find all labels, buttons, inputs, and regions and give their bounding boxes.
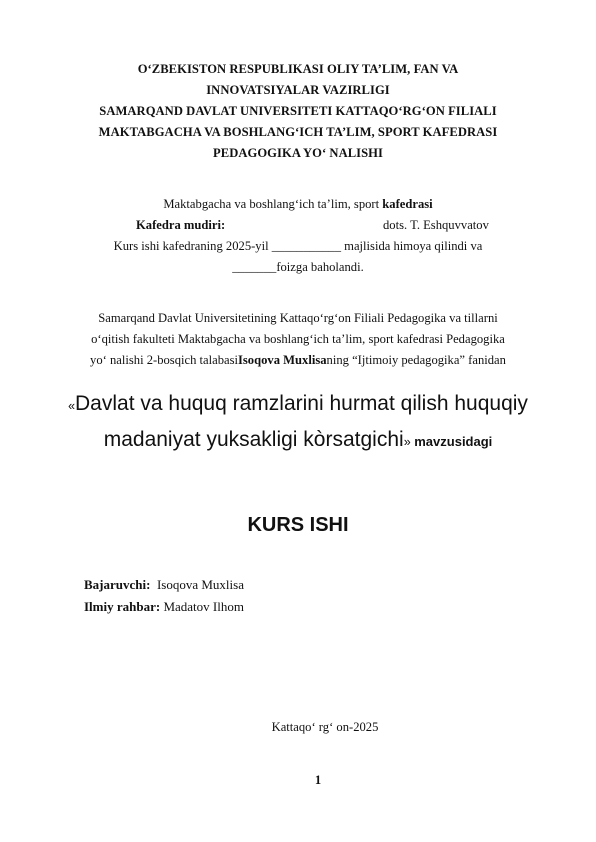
intro-line1: Samarqand Davlat Universitetining Kattaqo‘rg‘on Filiali Pedagogika va tillarni	[98, 311, 498, 325]
performer-line	[84, 577, 244, 593]
supervisor-line	[84, 599, 244, 615]
defense-line: Kurs ishi kafedraning 2025-yil ___________ majlisida himoya qilindi va	[113, 239, 483, 253]
direction-title: PEDAGOGIKA YO‘ NALISHI	[213, 146, 383, 160]
place-and-year: Kattaqo‘ rg‘ on-2025	[271, 720, 379, 734]
supervisor-name: Madatov Ilhom	[160, 599, 244, 614]
university-title: SAMARQAND DAVLAT UNIVERSITETI KATTAQO‘RG‘ON FILIALI	[99, 104, 497, 118]
topic-line2	[0, 428, 596, 452]
intro-line3	[0, 353, 596, 368]
head-of-department-name: dots. T. Eshquvvatov	[383, 218, 489, 232]
department-bold: kafedrasi	[382, 197, 433, 211]
topic-line1	[0, 392, 596, 416]
department-title: MAKTABGACHA VA BOSHLANG‘ICH TA’LIM, SPORT KAFEDRASI	[98, 125, 498, 139]
grade-line: _______foizga baholandi.	[232, 260, 364, 274]
head-of-department-label: Kafedra mudiri:	[136, 218, 226, 232]
intro-line3-prefix: yo‘ nalishi 2-bosqich talabasi	[90, 353, 238, 367]
topic-close-quote: »	[403, 435, 411, 449]
department-line	[0, 197, 596, 212]
page-number: 1	[314, 773, 322, 787]
performer-label: Bajaruvchi:	[84, 577, 151, 592]
performer-name: Isoqova Muxlisa	[150, 577, 244, 592]
intro-line3-suffix: ning “Ijtimoiy pedagogika” fanidan	[326, 353, 506, 367]
ministry-title-line2: INNOVATSIYALAR VAZIRLIGI	[206, 83, 390, 97]
department-prefix: Maktabgacha va boshlang‘ich ta’lim, sport	[163, 197, 383, 211]
topic-open-quote: «	[68, 399, 76, 413]
topic-text-line1: Davlat va huquq ramzlarini hurmat qilish huquqiy	[75, 392, 528, 415]
intro-line2: o‘qitish fakulteti Maktabgacha va boshlang‘ich ta’lim, sport kafedrasi Pedagogika	[91, 332, 505, 346]
topic-text-line2: madaniyat yuksakligi kòrsatgichi	[103, 428, 404, 451]
document-type-title: KURS ISHI	[247, 514, 349, 536]
ministry-title-line1: O‘ZBEKISTON RESPUBLIKASI OLIY TA’LIM, FAN VA	[137, 62, 459, 76]
student-name-bold: Isoqova Muxlisa	[238, 353, 327, 367]
topic-suffix: mavzusidagi	[410, 434, 493, 449]
supervisor-label: Ilmiy rahbar:	[84, 599, 161, 614]
